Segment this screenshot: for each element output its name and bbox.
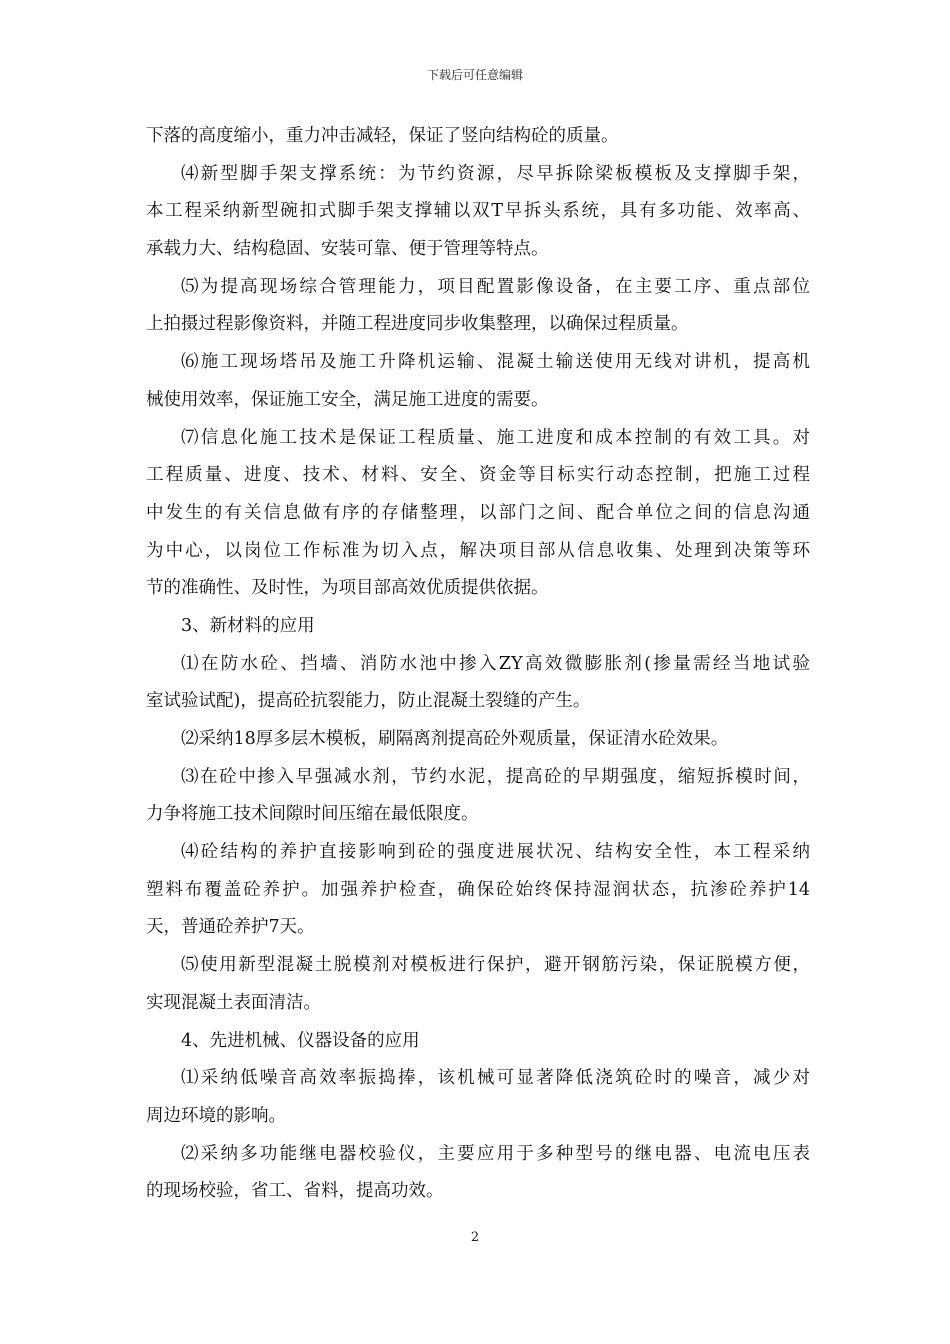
page-number: 2 (470, 1230, 480, 1245)
text-line: 4、先进机械、仪器设备的应用 (181, 1030, 420, 1051)
text-line: ⑹施工现场塔吊及施工升降机运输、混凝土输送使用无线对讲机，提高机 (181, 352, 810, 373)
text-line: 中发生的有关信息做有序的存储整理，以部门之间、配合单位之间的信息沟通 (146, 502, 810, 523)
text-line: 周边环境的影响。 (146, 1105, 286, 1126)
text-line: ⑷砼结构的养护直接影响到砼的强度进展状况、结构安全性，本工程采纳 (181, 842, 810, 863)
text-line: 承载力大、结构稳固、安装可靠、便于管理等特点。 (146, 239, 549, 260)
text-line: ⑴在防水砼、挡墙、消防水池中掺入ZY高效微膨胀剂(掺量需经当地试验 (181, 653, 810, 674)
text-line: ⑸为提高现场综合管理能力，项目配置影像设备，在主要工序、重点部位 (181, 276, 810, 297)
text-line: 本工程采纳新型碗扣式脚手架支撑辅以双T早拆头系统，具有多功能、效率高、 (146, 201, 810, 222)
page-header: 下载后可任意编辑 (426, 68, 523, 82)
body-text (146, 118, 810, 1211)
text-line: 3、新材料的应用 (181, 615, 315, 636)
text-line: 的现场校验，省工、省料，提高功效。 (146, 1181, 444, 1202)
text-line: 节的准确性、及时性，为项目部高效优质提供依据。 (146, 578, 549, 599)
text-line: 力争将施工技术间隙时间压缩在最低限度。 (146, 804, 479, 825)
text-line: ⑵采纳多功能继电器校验仪，主要应用于多种型号的继电器、电流电压表 (181, 1143, 810, 1164)
text-line: 塑料布覆盖砼养护。加强养护检查，确保砼始终保持湿润状态，抗渗砼养护14 (146, 879, 810, 900)
text-line: 械使用效率，保证施工安全，满足施工进度的需要。 (146, 389, 549, 410)
text-line: ⑴采纳低噪音高效率振捣捧，该机械可显著降低浇筑砼时的噪音，减少对 (181, 1068, 810, 1089)
text-line: ⑵采纳18厚多层木模板，刷隔离剂提高砼外观质量，保证清水砼效果。 (181, 729, 729, 749)
text-line: 室试验试配)，提高砼抗裂能力，防止混凝土裂缝的产生。 (146, 691, 591, 712)
text-line: 上拍摄过程影像资料，并随工程进度同步收集整理，以确保过程质量。 (146, 314, 689, 335)
text-line: ⑸使用新型混凝土脱模剂对模板进行保护，避开钢筋污染，保证脱模方便， (181, 955, 810, 976)
text-line: 工程质量、进度、技术、材料、安全、资金等目标实行动态控制，把施工过程 (146, 465, 810, 486)
text-line: 天，普通砼养护7天。 (146, 917, 315, 938)
text-line: ⑶在砼中掺入早强减水剂，节约水泥，提高砼的早期强度，缩短拆模时间， (181, 766, 810, 787)
text-line: 为中心，以岗位工作标准为切入点，解决项目部从信息收集、处理到决策等环 (146, 540, 810, 561)
text-line: 下落的高度缩小，重力冲击减轻，保证了竖向结构砼的质量。 (146, 126, 619, 146)
text-line: ⑷新型脚手架支撑系统：为节约资源，尽早拆除梁板模板及支撑脚手架， (181, 163, 810, 184)
text-line: 实现混凝土表面清洁。 (146, 992, 321, 1013)
text-line: ⑺信息化施工技术是保证工程质量、施工进度和成本控制的有效工具。对 (181, 427, 810, 448)
